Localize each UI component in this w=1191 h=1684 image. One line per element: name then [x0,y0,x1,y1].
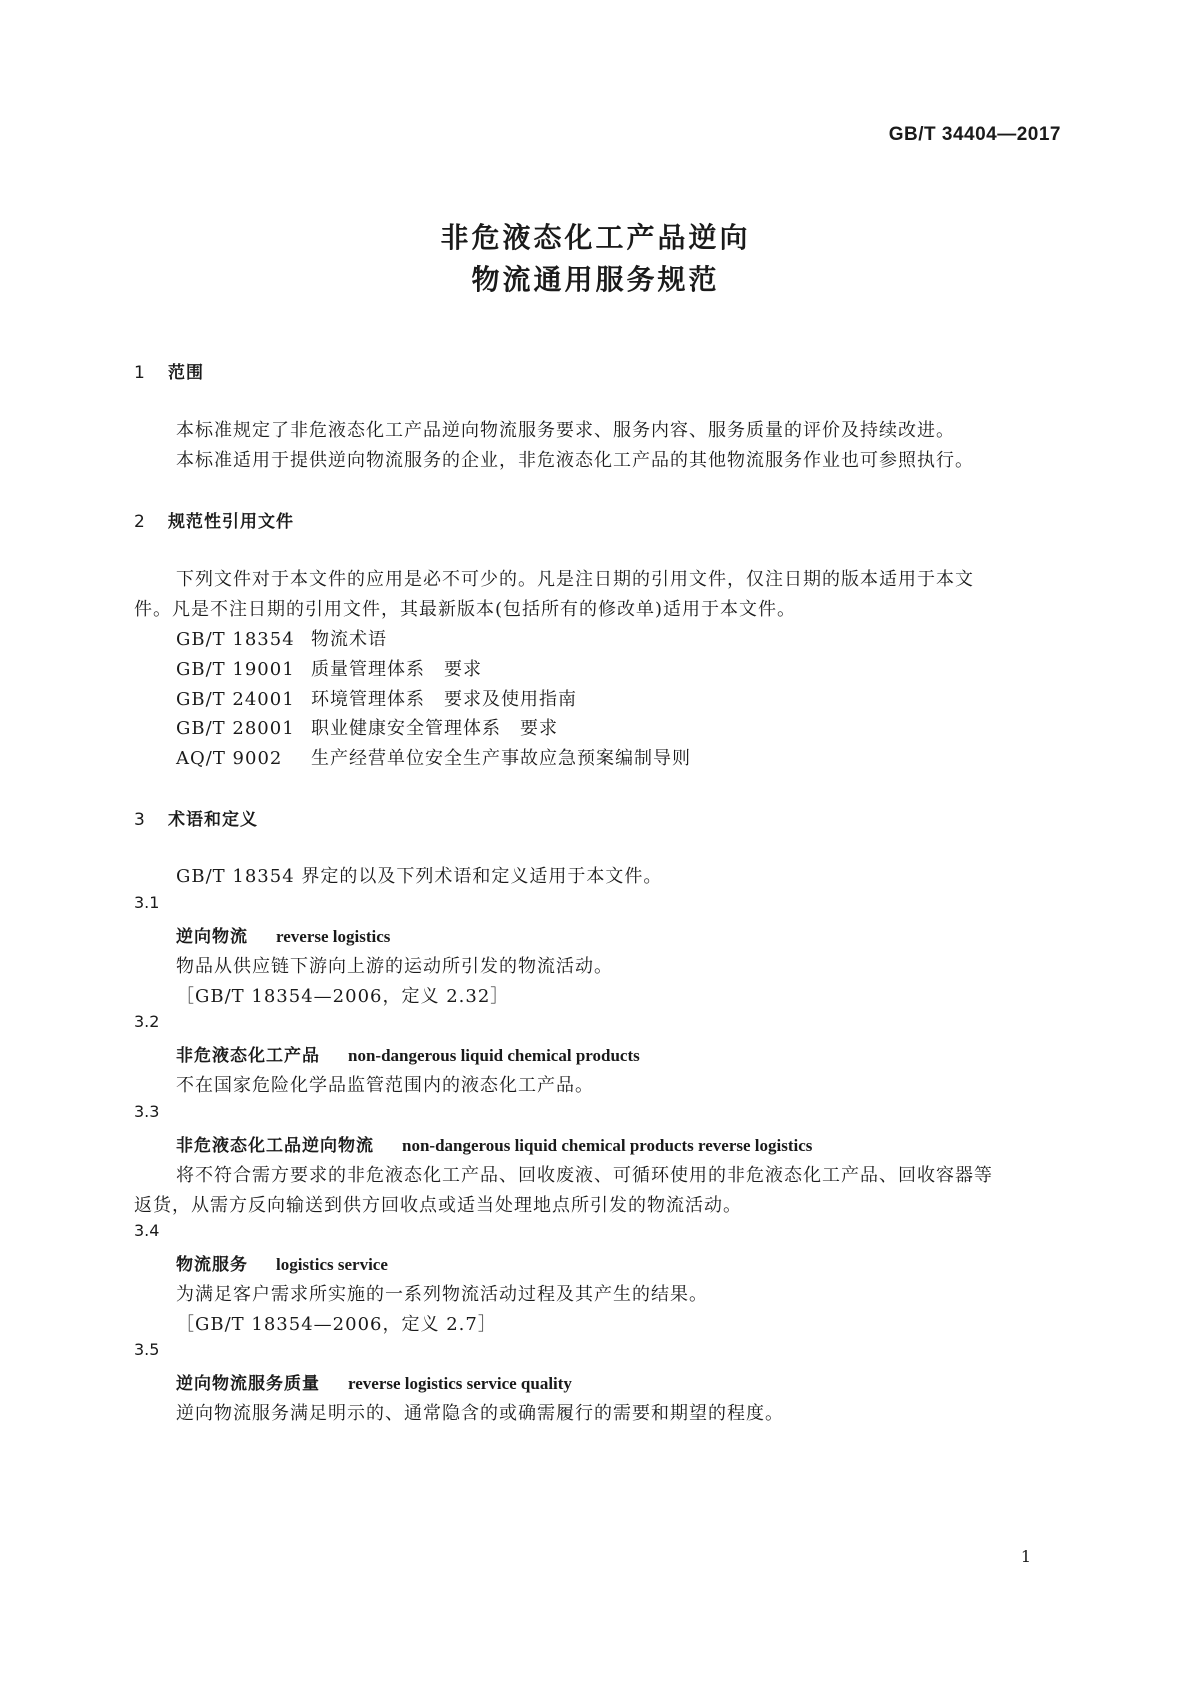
term-definition-line2: 返货，从需方反向输送到供方回收点或适当处理地点所引发的物流活动。 [134,1195,742,1216]
reference-item [176,744,691,770]
term-zh: 非危液态化工品逆向物流 [176,1136,374,1156]
section-1-title: 范围 [168,363,204,383]
term-definition: 不在国家危险化学品监管范围内的液态化工产品。 [176,1075,594,1096]
term-en: non-dangerous liquid chemical products [348,1046,640,1065]
reference-code: GB/T 19001 [176,659,295,680]
reference-code: AQ/T 9002 [176,748,283,769]
section-2-heading [134,507,294,532]
reference-title: 职业健康安全管理体系 要求 [311,718,558,739]
reference-code: GB/T 18354 [176,629,295,650]
section-1-heading [134,358,204,383]
reference-title: 生产经营单位安全生产事故应急预案编制导则 [311,748,691,769]
scope-paragraph-2: 本标准适用于提供逆向物流服务的企业，非危液态化工产品的其他物流服务作业也可参照执行。 [176,450,974,471]
clause-number: 3.4 [134,1221,160,1240]
references-intro-line2: 件。凡是不注日期的引用文件，其最新版本(包括所有的修改单)适用于本文件。 [134,599,797,620]
section-2-title: 规范性引用文件 [168,512,294,532]
term-zh: 物流服务 [176,1255,248,1275]
reference-title: 质量管理体系 要求 [311,659,482,680]
term-heading [176,922,390,947]
term-zh: 非危液态化工产品 [176,1046,320,1066]
term-heading [176,1369,572,1394]
clause-number: 3.5 [134,1340,160,1359]
standard-code: GB/T 34404—2017 [888,124,1061,145]
term-en: non-dangerous liquid chemical products reverse logistics [402,1136,813,1155]
term-zh: 逆向物流服务质量 [176,1374,320,1394]
document-title-line2: 物流通用服务规范 [471,263,720,296]
reference-title: 环境管理体系 要求及使用指南 [311,689,577,710]
section-2-number: 2 [134,512,146,532]
term-source: ［GB/T 18354—2006，定义 2.32］ [176,986,510,1007]
terms-intro: GB/T 18354 界定的以及下列术语和定义适用于本文件。 [176,866,663,887]
term-heading [176,1041,640,1066]
reference-title: 物流术语 [311,629,387,650]
reference-item [176,714,558,740]
reference-code: GB/T 28001 [176,718,295,739]
reference-item [176,625,387,651]
document-title-line1: 非危液态化工产品逆向 [440,221,751,254]
clause-number: 3.3 [134,1102,160,1121]
term-source: ［GB/T 18354—2006，定义 2.7］ [176,1314,497,1335]
term-definition-line1: 将不符合需方要求的非危液态化工产品、回收废液、可循环使用的非危液态化工产品、回收容器等 [176,1165,993,1186]
term-heading [176,1250,388,1275]
term-heading [176,1131,812,1156]
reference-item [176,655,482,681]
reference-item [176,685,577,711]
term-definition: 为满足客户需求所实施的一系列物流活动过程及其产生的结果。 [176,1284,708,1305]
scope-paragraph-1: 本标准规定了非危液态化工产品逆向物流服务要求、服务内容、服务质量的评价及持续改进。 [176,420,955,441]
term-en: reverse logistics service quality [348,1374,572,1393]
term-definition: 物品从供应链下游向上游的运动所引发的物流活动。 [176,956,613,977]
term-en: reverse logistics [276,927,391,946]
term-definition: 逆向物流服务满足明示的、通常隐含的或确需履行的需要和期望的程度。 [176,1403,784,1424]
references-intro-line1: 下列文件对于本文件的应用是必不可少的。凡是注日期的引用文件，仅注日期的版本适用于本文 [176,569,974,590]
section-3-heading [134,805,258,830]
reference-code: GB/T 24001 [176,689,295,710]
section-3-title: 术语和定义 [168,810,258,830]
page-number: 1 [1020,1547,1031,1566]
clause-number: 3.1 [134,893,160,912]
term-en: logistics service [276,1255,388,1274]
term-zh: 逆向物流 [176,927,248,947]
section-3-number: 3 [134,810,146,830]
clause-number: 3.2 [134,1012,160,1031]
section-1-number: 1 [134,363,146,383]
